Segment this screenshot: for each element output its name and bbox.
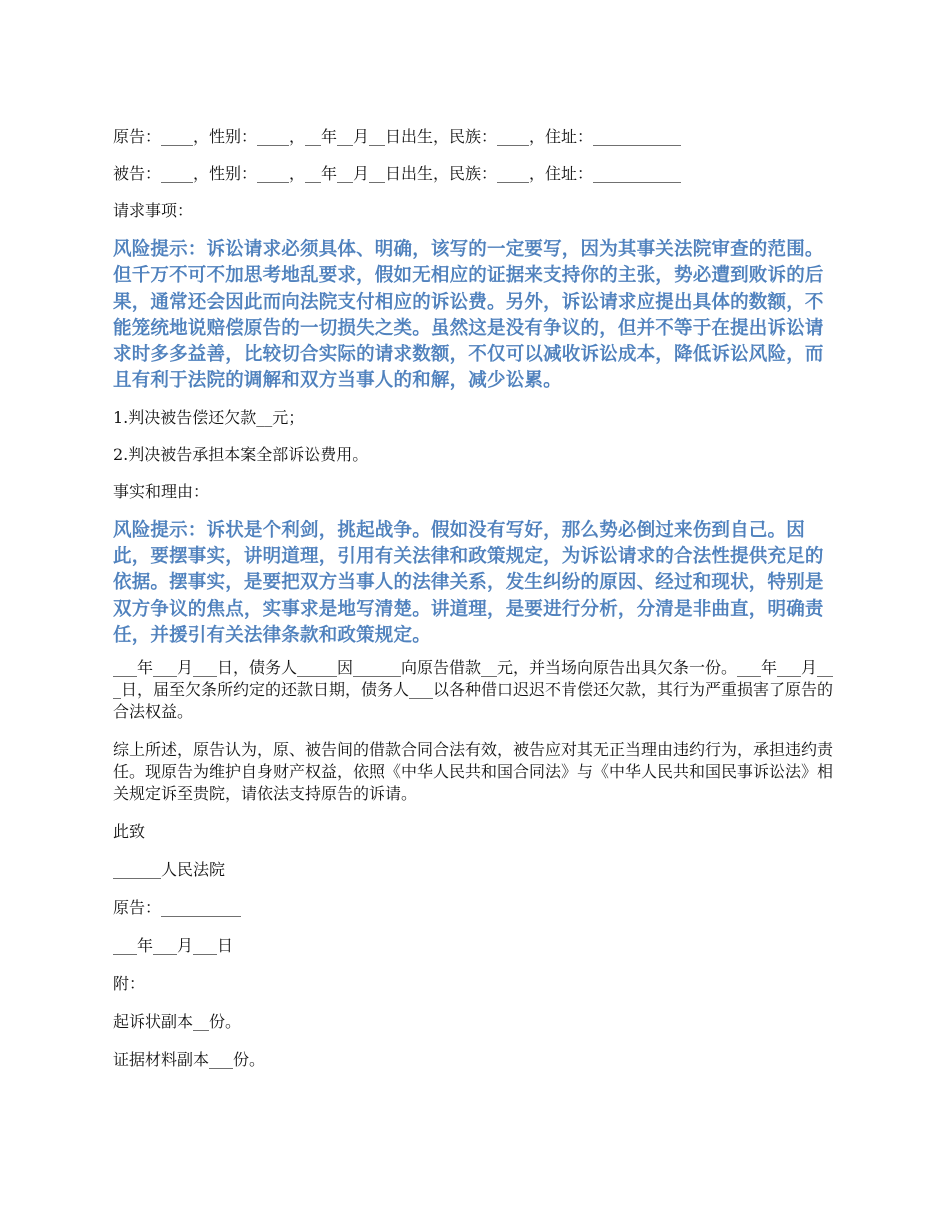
claim-1: 1.判决被告偿还欠款__元； — [113, 407, 305, 427]
claims-heading: 请求事项： — [113, 201, 194, 220]
attachment-2: 证据材料副本___份。 — [113, 1050, 266, 1070]
attachment-1: 起诉状副本__份。 — [113, 1012, 242, 1032]
defendant-line: 被告：____，性别：____，__年__月__日出生，民族：____，住址：___________ — [113, 164, 682, 183]
document-body — [113, 126, 840, 1087]
court-name: ______人民法院 — [113, 860, 226, 880]
plaintiff-signature: 原告：__________ — [113, 898, 242, 918]
conclusion-paragraph: 综上所述，原告认为，原、被告间的借款合同合法有效，被告应对其无正当理由违约行为，承担违约责任。现原告为维护自身财产权益，依照《中华人民共和国合同法》与《中华人民共和国民事诉讼法》相关规定诉至贵院，请依法支持原告的诉请。 — [113, 740, 834, 804]
facts-body: ___年___月___日，债务人_____因______向原告借款__元，并当场向原告出具欠条一份。___年___月___日，届至欠条所约定的还款日期，债务人___以各种借口迟迟不肯偿还欠款，其行为严重损害了原告的合法权益。 — [113, 658, 834, 722]
salutation: 此致 — [113, 822, 146, 842]
claim-2: 2.判决被告承担本案全部诉讼费用。 — [113, 444, 369, 464]
risk-tip-claims: 风险提示：诉讼请求必须具体、明确，该写的一定要写，因为其事关法院审查的范围。但千万不可不加思考地乱要求，假如无相应的证据来支持你的主张，势必遭到败诉的后果，通常还会因此而向法院支付相应的诉讼费。另外，诉讼请求应提出具体的数额，不能笼统地说赔偿原告的一切损失之类。虽然这是没有争议的，但并不等于在提出诉讼请求时多多益善，比较切合实际的请求数额，不仅可以减收诉讼成本，降低诉讼风险，而且有利于法院的调解和双方当事人的和解，减少讼累。 — [113, 239, 824, 392]
attachments-heading: 附： — [113, 974, 146, 994]
risk-tip-facts: 风险提示：诉状是个利剑，挑起战争。假如没有写好，那么势必倒过来伤到自己。因此，要摆事实，讲明道理，引用有关法律和政策规定，为诉讼请求的合法性提供充足的依据。摆事实，是要把双方当事人的法律关系，发生纠纷的原因、经过和现状，特别是双方争议的焦点，实事求是地写清楚。讲道理，是要进行分析，分清是非曲直，明确责任，并援引有关法律条款和政策规定。 — [113, 519, 824, 646]
facts-heading: 事实和理由： — [113, 481, 210, 501]
plaintiff-line: 原告：____，性别：____，__年__月__日出生，民族：____，住址：___________ — [113, 127, 682, 146]
filing-date: ___年___月___日 — [113, 936, 234, 956]
